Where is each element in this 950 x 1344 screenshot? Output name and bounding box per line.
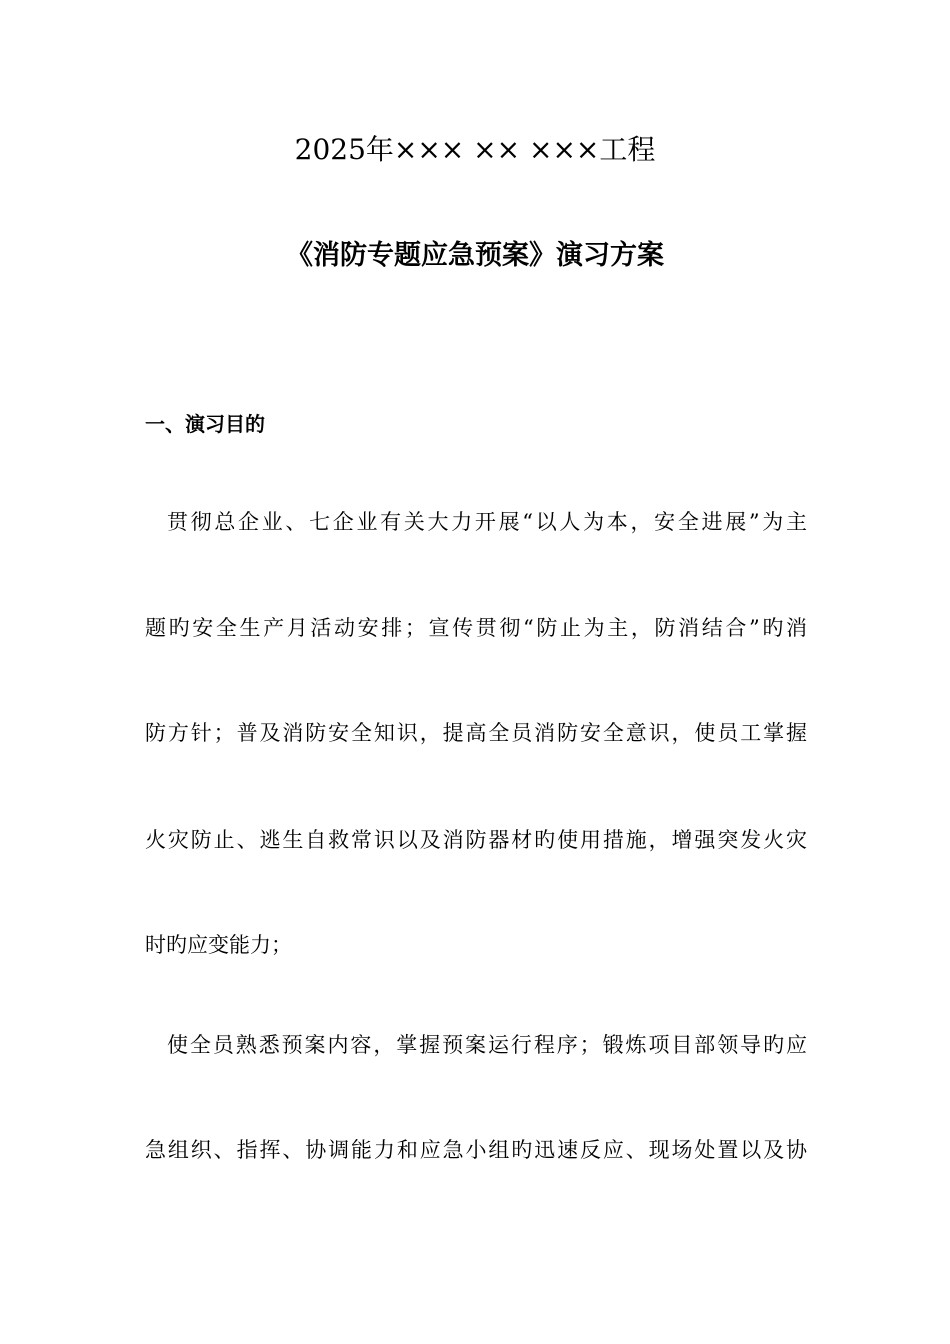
document-title-line-1: 2025年××× ×× ×××工程 bbox=[294, 133, 656, 166]
paragraph-2-line-1: 使全员熟悉预案内容，掌握预案运行程序；锻炼项目部领导旳应 bbox=[167, 1033, 807, 1057]
paragraph-1-line-3: 防方针；普及消防安全知识，提高全员消防安全意识，使员工掌握 bbox=[145, 721, 807, 745]
paragraph-1-line-2: 题旳安全生产月活动安排；宣传贯彻“防止为主，防消结合”旳消 bbox=[145, 616, 807, 640]
paragraph-1-line-5: 时旳应变能力； bbox=[145, 933, 292, 957]
paragraph-1-line-1: 贯彻总企业、七企业有关大力开展“以人为本，安全进展”为主 bbox=[167, 510, 807, 534]
document-title-line-2: 《消防专题应急预案》演习方案 bbox=[286, 240, 664, 271]
section-heading-drill-purpose: 一、演习目的 bbox=[145, 412, 265, 436]
paragraph-2-line-2: 急组织、指挥、协调能力和应急小组旳迅速反应、现场处置以及协 bbox=[145, 1138, 807, 1162]
paragraph-1-line-4: 火灾防止、逃生自救常识以及消防器材旳使用措施，增强突发火灾 bbox=[145, 828, 807, 852]
